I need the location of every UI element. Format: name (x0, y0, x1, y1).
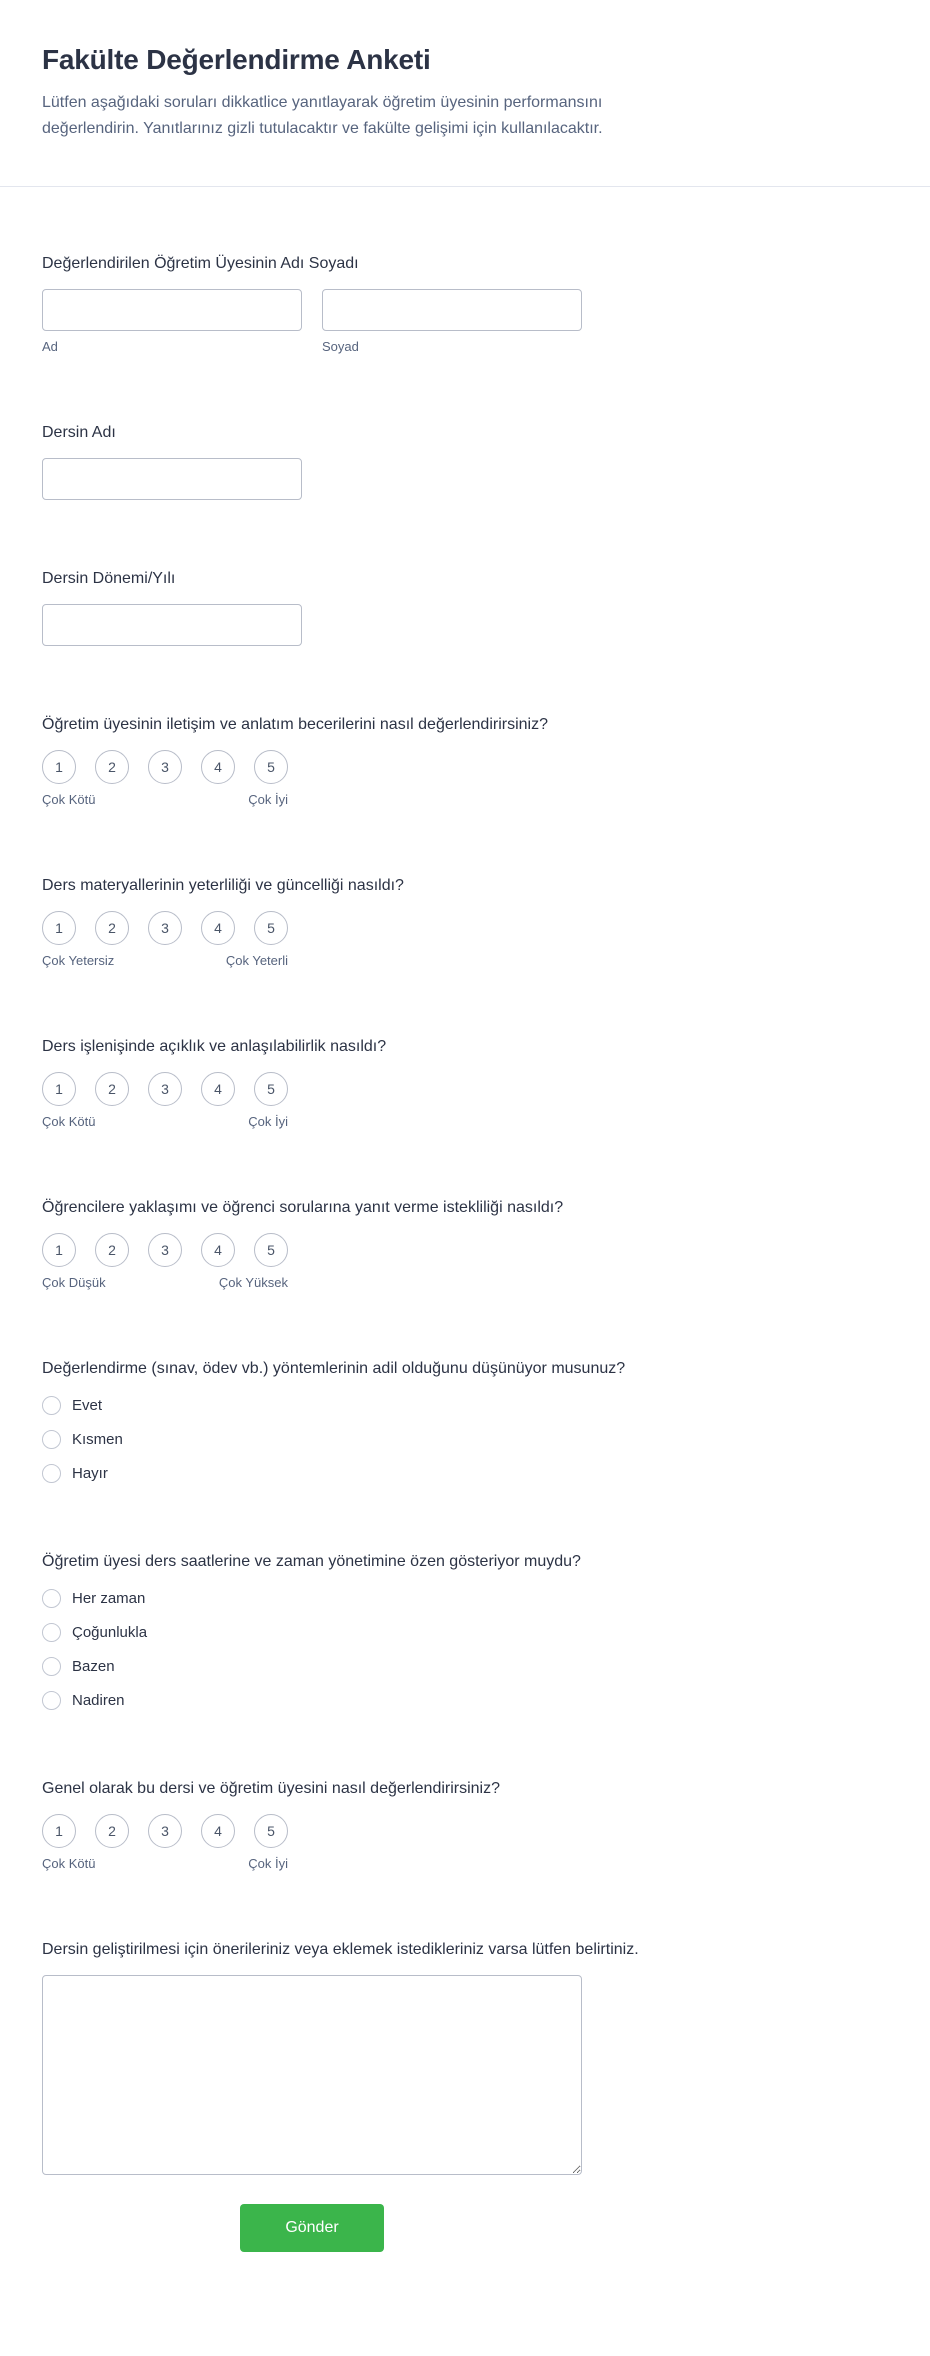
scale-control (42, 911, 888, 945)
scale-option-3[interactable]: 3 (148, 1072, 182, 1106)
scale-option-5[interactable]: 5 (254, 911, 288, 945)
question-punctuality-radio (42, 1553, 888, 1710)
question-clarity-scale (42, 1038, 888, 1129)
first-name-col (42, 289, 302, 354)
radio-icon[interactable] (42, 1589, 61, 1608)
question-label: Genel olarak bu dersi ve öğretim üyesini nasıl değerlendirirsiniz? (42, 1779, 501, 1797)
question-label: Dersin Dönemi/Yılı (42, 569, 176, 587)
radio-group (42, 1394, 888, 1483)
scale-control (42, 750, 888, 784)
scale-option-4[interactable]: 4 (201, 750, 235, 784)
scale-option-3[interactable]: 3 (148, 750, 182, 784)
radio-icon[interactable] (42, 1430, 61, 1449)
radio-option-her-zaman[interactable] (42, 1589, 888, 1608)
question-instructor-name (42, 255, 888, 354)
last-name-input[interactable] (322, 289, 582, 331)
scale-option-4[interactable]: 4 (201, 1814, 235, 1848)
radio-option-label: Nadiren (72, 1691, 125, 1709)
question-label: Ders materyallerinin yeterliliği ve güncelliği nasıldı? (42, 876, 404, 894)
form-title: Fakülte Değerlendirme Anketi (42, 44, 431, 75)
scale-end-labels (42, 792, 288, 807)
scale-right-label: Çok İyi (248, 791, 288, 807)
scale-option-3[interactable]: 3 (148, 911, 182, 945)
scale-option-2[interactable]: 2 (95, 1814, 129, 1848)
scale-option-3[interactable]: 3 (148, 1814, 182, 1848)
scale-control (42, 1814, 888, 1848)
question-label: Değerlendirilen Öğretim Üyesinin Adı Soyadı (42, 254, 359, 272)
radio-option-label: Hayır (72, 1464, 108, 1482)
course-term-input[interactable] (42, 604, 302, 646)
scale-option-4[interactable]: 4 (201, 1072, 235, 1106)
suggestions-textarea[interactable] (42, 1975, 582, 2175)
radio-icon[interactable] (42, 1657, 61, 1676)
scale-option-1[interactable]: 1 (42, 911, 76, 945)
course-name-input[interactable] (42, 458, 302, 500)
scale-right-label: Çok Yüksek (218, 1274, 288, 1290)
first-name-input[interactable] (42, 289, 302, 331)
radio-option-cogunlukla[interactable] (42, 1623, 888, 1642)
radio-option-nadiren[interactable] (42, 1691, 888, 1710)
radio-icon[interactable] (42, 1691, 61, 1710)
scale-left-label: Çok Kötü (42, 1113, 96, 1129)
scale-left-label: Çok Düşük (42, 1274, 106, 1290)
radio-option-kismen[interactable] (42, 1430, 888, 1449)
question-label: Ders işlenişinde açıklık ve anlaşılabilirlik nasıldı? (42, 1037, 387, 1055)
scale-option-3[interactable]: 3 (148, 1233, 182, 1267)
question-course-term (42, 570, 888, 646)
submit-button[interactable]: Gönder (240, 2204, 383, 2252)
scale-left-label: Çok Kötü (42, 1855, 96, 1871)
question-course-name (42, 424, 888, 500)
last-name-sublabel: Soyad (322, 338, 359, 354)
radio-option-label: Her zaman (72, 1589, 146, 1607)
question-fairness-radio (42, 1360, 888, 1483)
radio-icon[interactable] (42, 1623, 61, 1642)
question-label: Öğrencilere yaklaşımı ve öğrenci sorularına yanıt verme istekliliği nasıldı? (42, 1198, 564, 1216)
scale-option-1[interactable]: 1 (42, 1233, 76, 1267)
scale-option-2[interactable]: 2 (95, 1233, 129, 1267)
question-materials-scale (42, 877, 888, 968)
question-label: Öğretim üyesinin iletişim ve anlatım becerilerini nasıl değerlendirirsiniz? (42, 715, 548, 733)
scale-option-4[interactable]: 4 (201, 1233, 235, 1267)
scale-option-1[interactable]: 1 (42, 1072, 76, 1106)
scale-end-labels (42, 1275, 288, 1290)
scale-end-labels (42, 1114, 288, 1129)
scale-control (42, 1072, 888, 1106)
scale-option-2[interactable]: 2 (95, 1072, 129, 1106)
question-label: Dersin Adı (42, 423, 116, 441)
question-suggestions (42, 1941, 888, 2180)
radio-option-hayir[interactable] (42, 1464, 888, 1483)
form-body (0, 187, 930, 2252)
question-approachability-scale (42, 1199, 888, 1290)
radio-option-label: Evet (72, 1396, 103, 1414)
name-row (42, 289, 888, 354)
scale-end-labels (42, 1856, 288, 1871)
scale-option-1[interactable]: 1 (42, 1814, 76, 1848)
question-label: Dersin geliştirilmesi için önerileriniz veya eklemek istedikleriniz varsa lütfen belirtiniz. (42, 1940, 639, 1958)
question-overall-scale (42, 1780, 888, 1871)
form-description: Lütfen aşağıdaki soruları dikkatlice yanıtlayarak öğretim üyesinin performansını değerlendirin. Yanıtlarınız gizli tutulacaktır ve fakülte gelişimi için kullanılacaktır. (42, 94, 603, 137)
submit-row (42, 2204, 582, 2252)
scale-control (42, 1233, 888, 1267)
scale-option-2[interactable]: 2 (95, 750, 129, 784)
scale-option-4[interactable]: 4 (201, 911, 235, 945)
scale-option-5[interactable]: 5 (254, 1814, 288, 1848)
scale-right-label: Çok İyi (248, 1113, 288, 1129)
radio-option-label: Bazen (72, 1657, 115, 1675)
radio-icon[interactable] (42, 1464, 61, 1483)
scale-option-5[interactable]: 5 (254, 750, 288, 784)
radio-group (42, 1587, 888, 1710)
form-header (0, 44, 930, 142)
radio-option-bazen[interactable] (42, 1657, 888, 1676)
scale-end-labels (42, 953, 288, 968)
scale-option-5[interactable]: 5 (254, 1072, 288, 1106)
scale-left-label: Çok Kötü (42, 791, 96, 807)
scale-option-5[interactable]: 5 (254, 1233, 288, 1267)
question-label: Öğretim üyesi ders saatlerine ve zaman yönetimine özen gösteriyor muydu? (42, 1552, 581, 1570)
radio-option-evet[interactable] (42, 1396, 888, 1415)
last-name-col (322, 289, 582, 354)
question-label: Değerlendirme (sınav, ödev vb.) yöntemlerinin adil olduğunu düşünüyor musunuz? (42, 1359, 626, 1377)
question-communication-scale (42, 716, 888, 807)
scale-option-1[interactable]: 1 (42, 750, 76, 784)
first-name-sublabel: Ad (42, 338, 58, 354)
scale-left-label: Çok Yetersiz (42, 952, 115, 968)
scale-option-2[interactable]: 2 (95, 911, 129, 945)
scale-right-label: Çok Yeterli (225, 952, 288, 968)
radio-option-label: Kısmen (72, 1430, 123, 1448)
radio-option-label: Çoğunlukla (72, 1623, 148, 1641)
radio-icon[interactable] (42, 1396, 61, 1415)
scale-right-label: Çok İyi (248, 1855, 288, 1871)
